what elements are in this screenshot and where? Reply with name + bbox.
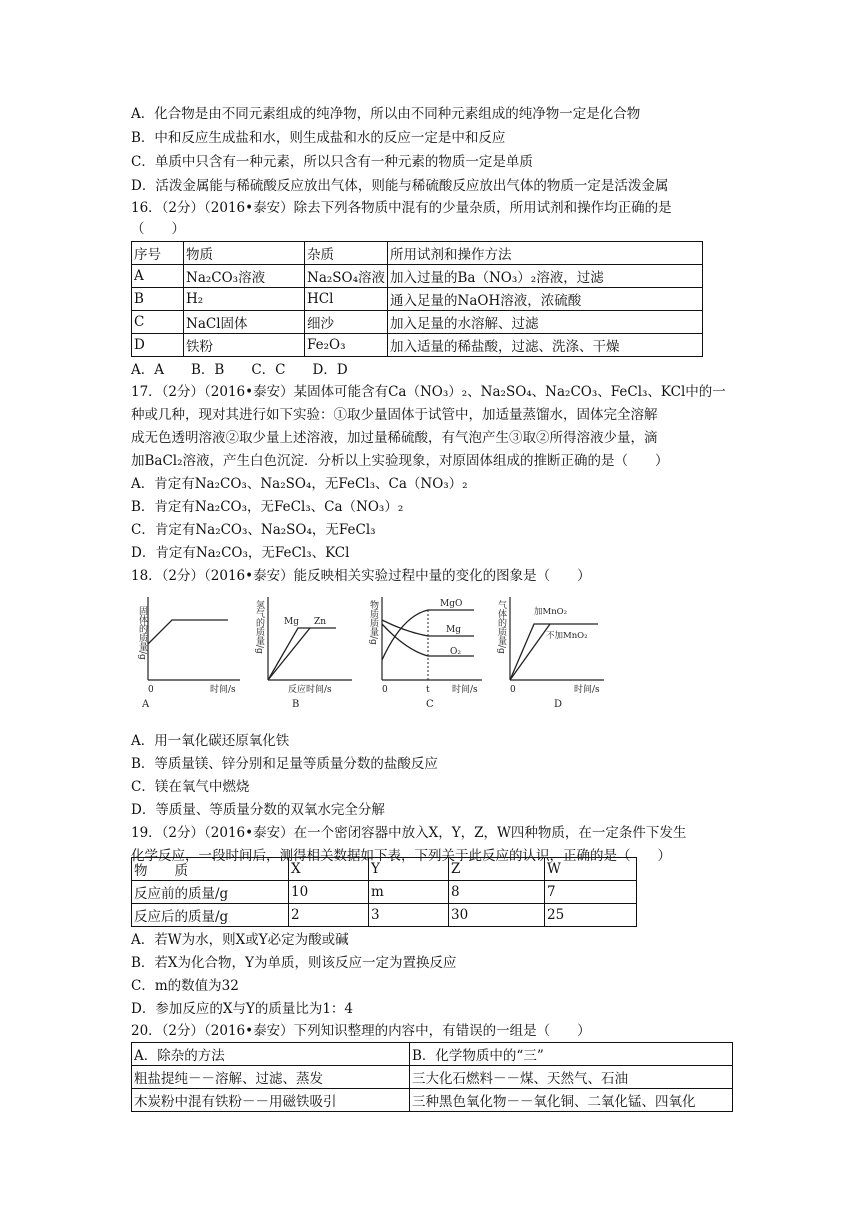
q19-option-d: D．参加反应的X与Y的质量比为1：4 [131,1001,354,1017]
table-cell: A [132,265,184,288]
q16-stem: 16．（2分）（2016•泰安）除去下列各物质中混有的少量杂质，所用试剂和操作均正确的是 [131,200,672,216]
q20-stem: 20．（2分）（2016•泰安）下列知识整理的内容中，有错误的一组是（ ） [131,1023,591,1039]
table-row [132,1066,733,1089]
table-cell: 30 [449,904,545,927]
q18-option-d: D．等质量、等质量分数的双氧水完全分解 [131,802,385,818]
q16-stem-paren: （ ） [131,221,185,237]
q18-option-a: A．用一氧化碳还原氧化铁 [131,733,290,749]
table-cell: 所用试剂和操作方法 [388,242,703,265]
table-cell: H₂ [184,288,305,311]
graph-d [494,592,612,710]
table-row [132,904,637,927]
q20-table [131,1042,733,1112]
graph-b-ylabel: 氢气的质量/g [254,600,264,654]
table-cell: 三大化石燃料－－煤、天然气、石油 [410,1066,733,1089]
table-cell: D [132,334,184,357]
q16-table [131,241,703,357]
table-cell: Y [369,858,449,881]
q17-stem-line: 种或几种，现对其进行如下实验：①取少量固体于试管中，加适量蒸馏水，固体完全溶解 [131,407,658,423]
q18-option-c: C．镁在氧气中燃烧 [131,779,250,795]
table-cell: m [369,881,449,904]
graph-b-xlabel: 反应时间/s [288,685,332,695]
q19-stem-line: 19．（2分）（2016•泰安）在一个密闭容器中放入X，Y，Z，W四种物质，在一定条件下发生 [131,825,687,841]
graph-c [366,592,490,710]
table-row [132,858,637,881]
q15-option-c: C．单质中只含有一种元素，所以只含有一种元素的物质一定是单质 [131,154,533,170]
q15-option-d: D．活泼金属能与稀硫酸反应放出气体，则能与稀硫酸反应放出气体的物质一定是活泼金属 [131,178,669,194]
graph-c-origin: 0 [382,685,388,695]
graph-c-xlabel: 时间/s [452,685,478,695]
table-row [132,288,703,311]
table-cell: Na₂CO₃溶液 [184,265,305,288]
q15-option-b: B．中和反应生成盐和水，则生成盐和水的反应一定是中和反应 [131,130,506,146]
graph-c-ylabel: 物质质量/g [368,600,378,645]
graph-d-letter: D [554,699,563,710]
q17-option-b: B．肯定有Na₂CO₃，无FeCl₃、Ca（NO₃）₂ [131,499,404,515]
graph-c-mgo-label: MgO [440,599,463,609]
table-row [132,242,703,265]
graph-d-no-mno2-label: 不加MnO₂ [546,631,588,641]
table-cell: Na₂SO₄溶液 [305,265,388,288]
table-cell: B [132,288,184,311]
q19-option-b: B．若X为化合物，Y为单质，则该反应一定为置换反应 [131,955,457,971]
q17-stem-line: 成无色透明溶液②取少量上述溶液，加过量稀硫酸，有气泡产生③取②所得溶液少量，滴 [131,430,658,446]
graph-a-xlabel: 时间/s [210,685,236,695]
table-cell: W [545,858,637,881]
graph-a-origin: 0 [148,685,154,695]
graph-b-zn-label: Zn [314,617,327,627]
graph-a-letter: A [142,699,150,710]
graph-d-mno2-label: 加MnO₂ [534,607,568,617]
table-cell: 序号 [132,242,184,265]
graph-a [128,592,248,710]
table-cell: 反应后的质量/g [132,904,289,927]
table-cell: 反应前的质量/g [132,881,289,904]
q19-stem-line: 化学反应，一段时间后，测得相关数据如下表，下列关于此反应的认识，正确的是（ ） [131,848,671,864]
table-cell: 25 [545,904,637,927]
table-cell: 木炭粉中混有铁粉－－用磁铁吸引 [132,1089,410,1112]
table-cell: A．除杂的方法 [132,1043,410,1066]
table-row [132,311,703,334]
table-cell: 杂质 [305,242,388,265]
table-cell: 粗盐提纯－－溶解、过滤、蒸发 [132,1066,410,1089]
table-cell: HCl [305,288,388,311]
q19-option-c: C．m的数值为32 [131,978,239,994]
table-row [132,265,703,288]
graph-b-letter: B [292,699,300,710]
table-cell: 物质 [184,242,305,265]
table-cell: 物 质 [132,858,289,881]
q16-answer-options: A．A B．B C．C D．D [131,362,348,378]
table-row [132,334,703,357]
graph-b [252,592,360,710]
graph-b-mg-label: Mg [284,617,299,627]
graph-d-ylabel: 气体的质量/g [496,600,506,654]
q15-option-a: A．化合物是由不同元素组成的纯净物，所以由不同种元素组成的纯净物一定是化合物 [131,106,641,122]
table-cell: 7 [545,881,637,904]
graph-c-t-mark: t [426,685,430,695]
graph-d-origin: 0 [510,685,516,695]
graph-c-o2-label: O₂ [450,647,461,657]
table-cell: 通入足量的NaOH溶液，浓硫酸 [388,288,703,311]
graph-c-mg-label: Mg [446,625,461,635]
graph-a-ylabel: 固体的质量/g [137,606,147,660]
table-row [132,881,637,904]
table-cell: 铁粉 [184,334,305,357]
table-cell: B．化学物质中的“三” [410,1043,733,1066]
q17-stem-line: 加BaCl₂溶液，产生白色沉淀．分析以上实验现象，对原固体组成的推断正确的是（ ） [131,453,669,469]
table-cell: 三种黑色氧化物－－氧化铜、二氧化锰、四氧化 [410,1089,733,1112]
table-cell: 加入过量的Ba（NO₃）₂溶液，过滤 [388,265,703,288]
table-cell: Fe₂O₃ [305,334,388,357]
q19-table [131,857,637,927]
table-cell: 2 [289,904,369,927]
table-cell: 8 [449,881,545,904]
q18-stem: 18．（2分）（2016•泰安）能反映相关实验过程中量的变化的图象是（ ） [131,568,591,584]
q17-stem-line: 17．（2分）（2016•泰安）某固体可能含有Ca（NO₃）₂、Na₂SO₄、Na₂CO₃、FeCl₃、KCl中的一 [131,384,726,400]
table-row [132,1043,733,1066]
q17-option-a: A．肯定有Na₂CO₃、Na₂SO₄，无FeCl₃、Ca（NO₃）₂ [131,476,468,492]
table-cell: C [132,311,184,334]
table-cell: Z [449,858,545,881]
graph-d-xlabel: 时间/s [574,685,600,695]
table-cell: X [289,858,369,881]
table-cell: 细沙 [305,311,388,334]
table-cell: 加入适量的稀盐酸，过滤、洗涤、干燥 [388,334,703,357]
q17-option-d: D．肯定有Na₂CO₃，无FeCl₃、KCl [131,545,350,561]
table-cell: 加入足量的水溶解、过滤 [388,311,703,334]
q18-option-b: B．等质量镁、锌分别和足量等质量分数的盐酸反应 [131,756,438,772]
graph-c-letter: C [426,699,434,710]
table-cell: NaCl固体 [184,311,305,334]
table-row [132,1089,733,1112]
q17-option-c: C．肯定有Na₂CO₃、Na₂SO₄，无FeCl₃ [131,522,376,538]
table-cell: 10 [289,881,369,904]
q19-option-a: A．若W为水，则X或Y必定为酸或碱 [131,932,349,948]
table-cell: 3 [369,904,449,927]
